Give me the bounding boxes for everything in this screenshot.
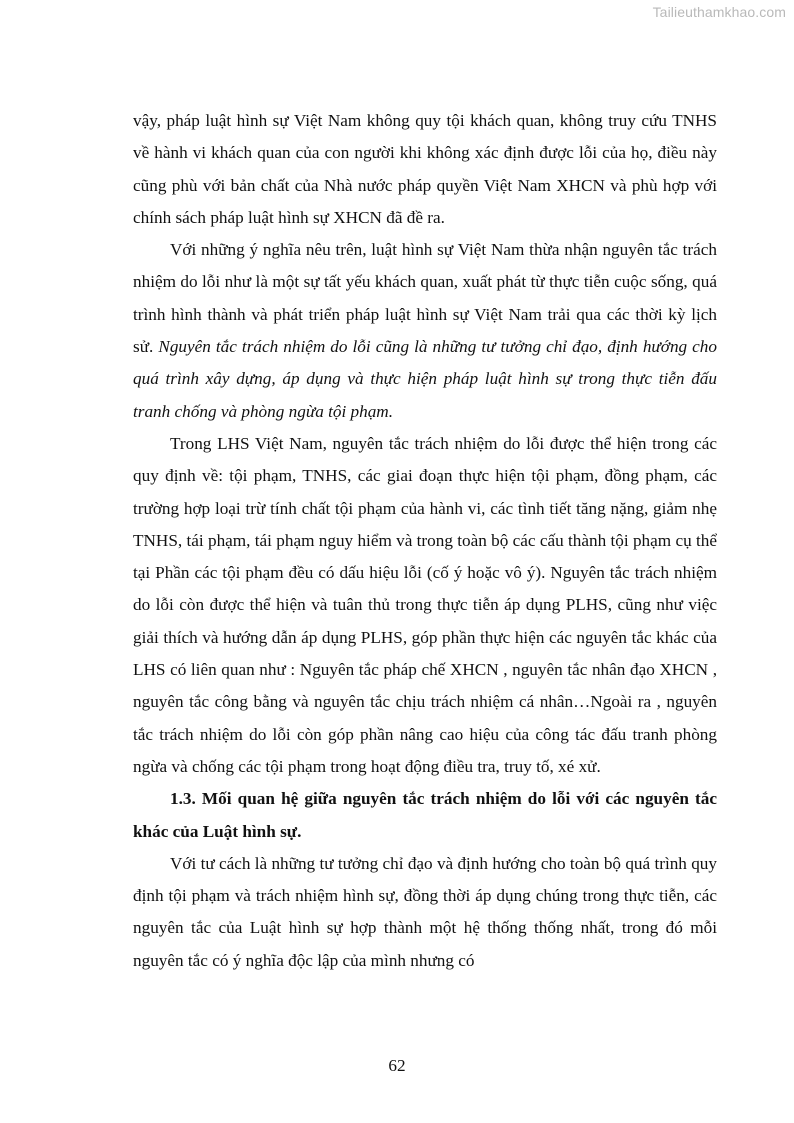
paragraph-principles-system: Với tư cách là những tư tưởng chỉ đạo và định hướng cho toàn bộ quá trình quy định tội phạm và trách nhiệm hình sự, đồng thời áp dụng chúng trong thực tiễn, các nguyên tắc của Luật hình sự hợp thành một hệ thống thống nhất, trong đó mỗi nguyên tắc có ý nghĩa độc lập của mình nhưng có <box>133 853 717 970</box>
page-body <box>133 105 717 977</box>
section-heading: 1.3. Mối quan hệ giữa nguyên tắc trách nhiệm do lỗi với các nguyên tắc khác của Luật hình sự. <box>133 789 717 841</box>
paragraph-significance <box>133 234 717 428</box>
paragraph-lhs-provisions: Trong LHS Việt Nam, nguyên tắc trách nhiệm do lỗi được thể hiện trong các quy định về: tội phạm, TNHS, các giai đoạn thực hiện tội phạm, đồng phạm, các trường hợp loại trừ tính chất tội phạm của hành vi, các tình tiết tăng nặng, giảm nhẹ TNHS, tái phạm, tái phạm nguy hiểm và trong toàn bộ các cấu thành tội phạm cụ thể tại Phần các tội phạm đều có dấu hiệu lỗi (cố ý hoặc vô ý). Nguyên tắc trách nhiệm do lỗi còn được thể hiện và tuân thủ trong thực tiễn áp dụng PLHS, cũng như việc giải thích và hướng dẫn áp dụng PLHS, góp phần thực hiện các nguyên tắc khác của LHS có liên quan như : Nguyên tắc pháp chế XHCN , nguyên tắc nhân đạo XHCN , nguyên tắc công bằng và nguyên tắc chịu trách nhiệm cá nhân…Ngoài ra , nguyên tắc trách nhiệm do lỗi còn góp phần nâng cao hiệu của công tác đấu tranh phòng ngừa và chống các tội phạm trong hoạt động điều tra, truy tố, xé xử. <box>133 433 717 776</box>
paragraph-continuation: vậy, pháp luật hình sự Việt Nam không quy tội khách quan, không truy cứu TNHS về hành vi khách quan của con người khi không xác định được lỗi của họ, điều này cũng phù với bản chất của Nhà nước pháp quyền Việt Nam XHCN và phù hợp với chính sách pháp luật hình sự XHCN đã đề ra. <box>133 111 717 227</box>
watermark-text: Tailieuthamkhao.com <box>652 4 786 20</box>
paragraph-significance-italic: Nguyên tắc trách nhiệm do lỗi cũng là những tư tưởng chỉ đạo, định hướng cho quá trình xây dựng, áp dụng và thực hiện pháp luật hình sự trong thực tiễn đấu tranh chống và phòng ngừa tội phạm. <box>133 337 717 421</box>
paragraph-significance-text: Với những ý nghĩa nêu trên, luật hình sự Việt Nam thừa nhận nguyên tắc trách nhiệm do lỗi như là một sự tất yếu khách quan, xuất phát từ thực tiễn cuộc sống, quá trình hình thành và phát triển pháp luật hình sự Việt Nam trải qua các thời kỳ lịch sử. <box>133 240 717 357</box>
page-number: 62 <box>388 1056 406 1075</box>
